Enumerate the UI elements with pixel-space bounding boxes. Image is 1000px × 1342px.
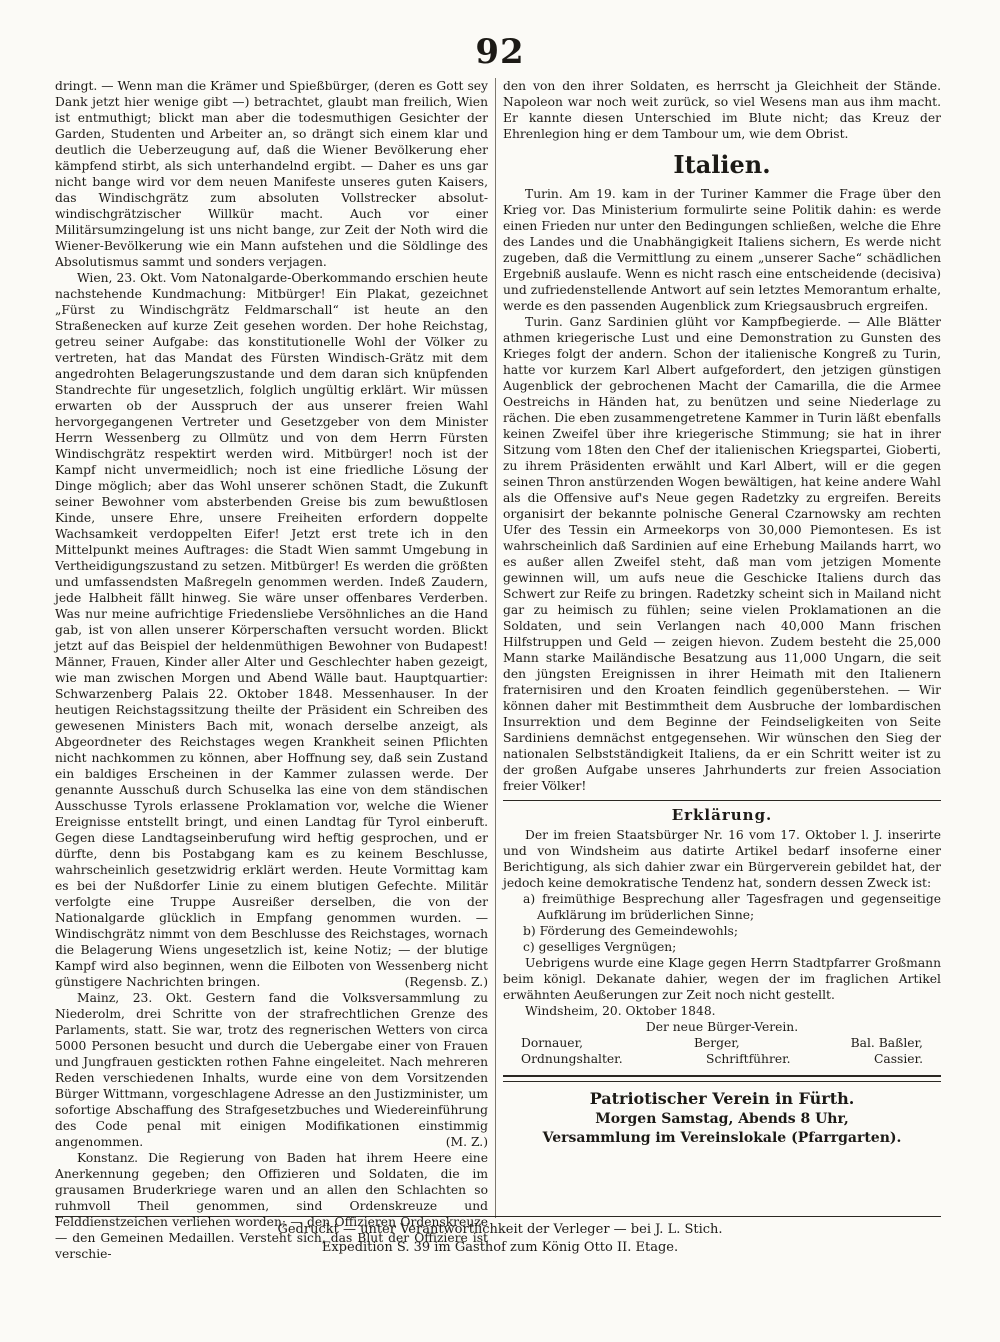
double-rule-bottom (503, 1081, 941, 1082)
left-column (55, 78, 488, 1262)
patriot-verein-location: Versammlung im Vereinslokale (Pfarrgarten). (542, 1130, 902, 1146)
section-title-italien: Italien. (673, 150, 771, 179)
imprint-printer: Gedruckt — unter Verantwortlichkeit der Verleger — bei J. L. Stich. (277, 1222, 723, 1237)
article-turin-1: Turin. Am 19. kam in der Turiner Kammer die Frage über den Krieg vor. Das Ministerium formulirte seine Politik dahin: es werde einen Frieden nur unter den Bedingungen schließen, welche die Ehre des Landes und die Unabhängigkeit Italiens sichern, Es werde nicht zugeben, daß die Vermittlung zu einem „unserer Sache“ schädlichen Ergebniß auslaufe. Wenn es nicht rasch eine entscheidende (decisiva) und zufriedenstellende Antwort auf sein letztes Memorantum erhalte, werde es den passenden Augenblick zum Kriegsausbruch ergreifen. (503, 187, 941, 313)
page-number: 92 (475, 32, 525, 72)
column-divider (495, 78, 496, 1218)
signature-name: Berger, (693, 1036, 740, 1050)
source-regensburg: (Regensb. Z.) (404, 975, 488, 989)
patriot-verein-time: Morgen Samstag, Abends 8 Uhr, (595, 1111, 849, 1127)
section-title-erklaerung: Erklärung. (671, 806, 773, 824)
signature-name: Bal. Baßler, (850, 1036, 923, 1050)
imprint-expedition: Expedition S. 39 im Gasthof zum König Otto II. Etage. (321, 1240, 679, 1255)
signature-roles (503, 1051, 941, 1067)
article-mainz (55, 990, 488, 1150)
signature-names (503, 1035, 941, 1051)
signature-name: Dornauer, (521, 1036, 584, 1050)
list-item: c) geselliges Vergnügen; (523, 940, 677, 954)
signature-role: Schriftführer. (706, 1052, 791, 1066)
verein-signature: Der neue Bürger-Verein. (645, 1020, 799, 1034)
article-mainz-text: Mainz, 23. Okt. Gestern fand die Volksversammlung zu Niederolm, drei Schritte von der strafrechtlichen Grenze des Parlaments, statt. Sie war, trotz des regnerischen Wetters von circa 5000 Personen besucht und durch die Uebergabe einer von Frauen und Jungfrauen gestickten rothen Fahne eingeleitet. Nach mehreren Reden verschiedenen Inhalts, wurde eine von dem Vorsitzenden Bürger Wittmann, vorgeschlagene Adresse an den Justizminister, um sofortige Abschaffung des Strafgesetzbuches und Wiedereinführung des Code penal mit einigen Modifikationen einstimmig angenommen. (55, 991, 488, 1149)
article-turin-2: Turin. Ganz Sardinien glüht vor Kampfbegierde. — Alle Blätter athmen kriegerische Lust und eine Demonstration zu Gunsten des Krieges folgt der andern. Schon der italienische Kongreß zu Turin, hatte vor kurzem Karl Albert aufgefordert, den jetzigen günstigen Augenblick der gebrochenen Macht der Camarilla, die die Armee Oestreichs in Händen hat, zu benützen und seine Niederlage zu rächen. Die eben zusammengetretene Kammer in Turin läßt ebenfalls keinen Zweifel über ihre kriegerische Stimmung; sie hat in ihrer Sitzung vom 18ten den Chef der italienischen Kriegspartei, Gioberti, zu ihrem Präsidenten erwählt und Karl Albert, will er die gegen seinen Thron anstürzenden Wogen bewältigen, hat keine andere Wahl als die Offensive auf's Neue gegen Radetzky zu ergreifen. Bereits organisirt der bekannte polnische General Czarnowsky am rechten Ufer des Tessin ein Armeekorps von 30,000 Piemontesen. Es ist wahrscheinlich daß Sardinien auf eine Erhebung Mailands harrt, wo es außer allen Zweifel steht, daß man vom jetzigen Momente gewinnen will, um aufs neue die Geschicke Italiens durch das Schwert zur Reife zu bringen. Radetzky scheint sich in Mailand nicht gar zu heimisch zu fühlen; seine vielen Proklamationen an die Soldaten, und sein Verlangen nach 40,000 Mann frischen Hilfstruppen und Geld — zeigen hievon. Zudem besteht die 25,000 Mann starke Mailändische Besatzung aus 11,000 Ungarn, die seit den jüngsten Ereignissen in ihrer Heimath mit den Italienern fraternisiren und den Kroaten feindlich gegenüberstehen. — Wir können daher mit Bestimmtheit dem Ausbruche der lombardischen Insurrektion und dem Beginne der Feindseligkeiten von Seite Sardiniens demnächst entgegensehen. Wir wünschen den Sieg der nationalen Selbstständigkeit Italiens, da er ein Schritt weiter ist zu der großen Aufgabe unseres Jahrhunderts zur freien Association freier Völker! (503, 315, 941, 793)
double-rule-top (503, 1075, 941, 1077)
erklaerung-addendum: Uebrigens wurde eine Klage gegen Herrn Stadtpfarrer Großmann beim königl. Dekanate dahier, wegen der im fraglichen Artikel erwähnten Aeußerungen zur Zeit noch nicht gestellt. (503, 956, 941, 1002)
article-konstanz: Konstanz. Die Regierung von Baden hat ihrem Heere eine Anerkennung gegeben; den Offizieren und Soldaten, die im grausamen Bruderkriege waren und an allen den Schlachten so ruhmvoll Theil genommen, sind Ordenskreuze und Felddienstzeichen verliehen worden; — den Offizieren Ordenskreuze — den Gemeinen Medaillen. Versteht sich, das Blut der Offiziere ist verschie- (55, 1151, 488, 1261)
section-rule (503, 800, 941, 801)
source-mz: (M. Z.) (445, 1135, 488, 1149)
article-wien-continued: dringt. — Wenn man die Krämer und Spießbürger, (deren es Gott sey Dank jetzt hier wenige gibt —) betrachtet, glaubt man freilich, Wien ist entmuthigt; blickt man aber die todesmuthigen Gesichter der Garden, Studenten und Arbeiter an, so drängt sich einem klar und deutlich die Ueberzeugung auf, daß die Wiener Bevölkerung eher kämpfend stirbt, als sich unterhandelnd ergibt. — Daher es uns gar nicht bange wird vor dem neuen Manifeste unseres guten Kaisers, das Windischgrätz zum absoluten Vollstrecker absolut-windischgrätzischer Willkür macht. Auch vor einer Militärsumzingelung ist uns nicht bange, zur Zeit der Noth wird die Wiener-Bevölkerung wie ein Mann aufstehen und die Söldlinge des Absolutismus sammt und sonders verjagen. (55, 79, 488, 269)
footer-rule (55, 1216, 941, 1217)
right-column (503, 78, 941, 1148)
place-date: Windsheim, 20. Oktober 1848. (525, 1004, 716, 1018)
list-item: a) freimüthige Besprechung aller Tagesfragen und gegenseitige Aufklärung im brüderlichen Sinne; (523, 892, 941, 922)
article-konstanz-continued: den von den ihrer Soldaten, es herrscht ja Gleichheit der Stände. Napoleon war noch weit zurück, so viel Wesens man aus ihm macht. Er kannte diesen Unterschied im Blute nicht; das Kreuz der Ehrenlegion hing er dem Tambour um, wie dem Obrist. (503, 79, 941, 141)
erklaerung-text: Der im freien Staatsbürger Nr. 16 vom 17. Oktober l. J. inserirte und von Windsheim aus datirte Artikel bedarf insoferne einer Berichtigung, als sich dahier zwar ein Bürgerverein gebildet hat, der jedoch keine demokratische Tendenz hat, sondern dessen Zweck ist: (503, 828, 941, 890)
signature-role: Ordnungshalter. (521, 1052, 623, 1066)
article-wien-23-okt (55, 270, 488, 990)
list-item: b) Förderung des Gemeindewohls; (523, 924, 739, 938)
signature-role: Cassier. (873, 1052, 923, 1066)
patriot-verein-title: Patriotischer Verein in Fürth. (589, 1089, 855, 1108)
article-wien-text: Wien, 23. Okt. Vom Natonalgarde-Oberkommando erschien heute nachstehende Kundmachung: Mitbürger! Ein Plakat, gezeichnet „Fürst zu Windischgrätz Feldmarschall“ ist heute an den Straßenecken auf kurze Zeit gesehen worden. Der hohe Reichstag, getreu seiner Aufgabe: das konstitutionelle Wohl der Völker zu vertreten, hat das Mandat des Fürsten Windisch-Grätz mit dem angedrohten Belagerungszustande und dem daran sich knüpfenden Standrechte für ungesetzlich, folglich ungültig erklärt. Wir müssen erwarten ob der Ausspruch der aus unserer freien Wahl hervorgegangenen Vertreter und Gesetzgeber von dem Minister Herrn Wessenberg zu Ollmütz und von dem Herrn Fürsten Windischgrätz respektirt werden wird. Mitbürger! noch ist der Kampf nicht unvermeidlich; noch ist eine friedliche Lösung der Dinge möglich; aber das Wohl unserer schönen Stadt, die Zukunft seiner Bewohner vom absterbenden Greise bis zum bewußtlosen Kinde, unsere Ehre, unsere Freiheiten erfordern doppelte Wachsamkeit verdoppelten Eifer! Jetzt erst trete ich in den Mittelpunkt meines Auftrages: die Stadt Wien sammt Umgebung in Vertheidigungszustand zu setzen. Mitbürger! Es werden die größten und umfassendsten Maßregeln genommen werden. Indeß Zaudern, jede Halbheit fällt hinweg. Sie wäre unser offenbares Verderben. Was nur meine aufrichtige Friedensliebe Versöhnliches an die Hand gab, ist von allen unserer Körperschaften versucht worden. Blickt jetzt auf das Beispiel der heldenmüthigen Bewohner von Budapest! Männer, Frauen, Kinder aller Alter und Geschlechter haben gezeigt, wie man zwischen Morgen und Abend Wälle baut. Hauptquartier: Schwarzenberg Palais 22. Oktober 1848. Messenhauser. In der heutigen Reichstagssitzung theilte der Präsident ein Schreiben des gewesenen Ministers Bach mit, wonach derselbe anzeigt, als Abgeordneter des Reichstages wegen Krankheit seinen Pflichten nicht nachkommen zu können, aber Hoffnung sey, daß sein Zustand ein baldiges Erscheinen in der Kammer zulassen werde. Der genannte Ausschuß durch Schuselka las eine von dem ständischen Ausschusse Tyrols erlassene Proklamation vor, welche die Wiener Ereignisse entstellt bringt, und einen Landtag für Tyrol einberuft. Gegen diese Landtagseinberufung wird heftig gesprochen, und er dürfte, denn bis Postabgang kam es zu keinem Beschlusse, wahrscheinlich gesetzwidrig erklärt werden. Heute Vormittag kam es bei der Nußdorfer Linie zu einem blutigen Gefechte. Militär verfolgte eine Truppe Ausreißer derselben, die von der Nationalgarde glücklich in Empfang genommen wurden. — Windischgrätz nimmt von dem Beschlusse des Reichstages, wornach die Belagerung Wiens ungesetzlich ist, keine Notiz; — der blutige Kampf wird also beginnen, wenn die Eilboten von Wessenberg nicht günstigere Nachrichten bringen. (55, 271, 488, 989)
